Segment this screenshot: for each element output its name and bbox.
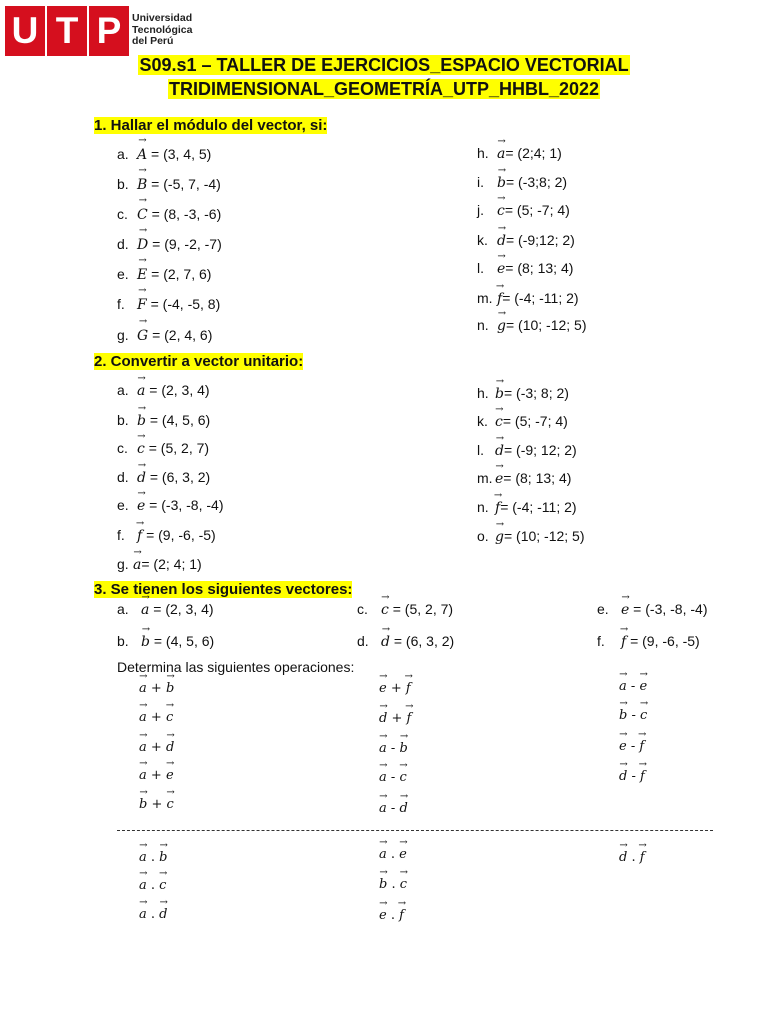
vector-value: = (10; -12; 5) (503, 528, 585, 544)
vector-symbol: → b (399, 741, 407, 756)
vector-symbol: → a (497, 146, 505, 162)
item-label: k. (477, 413, 488, 429)
document-title-line-1: S09.s1 – TALLER DE EJERCICIOS_ESPACIO VECTORIAL (139, 55, 629, 75)
vector-value: = (6, 3, 2) (145, 469, 211, 485)
item-label: m. (477, 290, 493, 306)
vector-symbol: → f (137, 528, 142, 544)
vector-symbol: → b (619, 708, 627, 723)
item-label: l. (477, 260, 484, 276)
vector-symbol: → f (640, 850, 645, 865)
item-label: f. (117, 296, 125, 312)
vector-symbol: → a (139, 907, 147, 922)
vector-symbol: → a (141, 602, 149, 618)
document-title-line-2: TRIDIMENSIONAL_GEOMETRÍA_UTP_HHBL_2022 (168, 79, 600, 99)
vector-symbol: → c (159, 878, 166, 893)
item-label: b. (117, 412, 129, 428)
operation-expression (379, 877, 407, 892)
operation-expression (139, 797, 174, 812)
vector-symbol: → e (497, 261, 505, 277)
vector-symbol: → a (619, 679, 627, 694)
operator: . (627, 850, 640, 865)
vector-value: = (6, 3, 2) (389, 633, 455, 649)
item-label: j. (477, 202, 484, 218)
item-label: e. (117, 266, 129, 282)
vector-item (117, 633, 214, 650)
institution-line: del Perú (132, 35, 174, 47)
vector-symbol: → d (137, 470, 146, 486)
vector-item (477, 260, 573, 277)
vector-value: = (5, 2, 7) (144, 440, 210, 456)
operator: + (387, 711, 407, 726)
operator: . (146, 850, 160, 865)
operation-expression (379, 711, 411, 726)
item-label: d. (117, 236, 129, 252)
vector-item (117, 327, 212, 344)
operations-instruction: Determina las siguientes operaciones: (117, 659, 355, 675)
vector-symbol: → a (137, 383, 145, 399)
vector-symbol: → b (159, 850, 167, 865)
item-label: b. (117, 633, 129, 649)
vector-item (117, 527, 216, 544)
vector-symbol: → g (497, 318, 506, 334)
vector-value: = (9, -6, -5) (142, 527, 216, 543)
item-label: e. (597, 601, 609, 617)
vector-value: = (-4; -11; 2) (500, 499, 577, 515)
item-label: c. (117, 440, 128, 456)
vector-symbol: → f (407, 711, 412, 726)
operator: . (386, 908, 400, 923)
vector-item (477, 317, 587, 334)
item-label: o. (477, 528, 489, 544)
operator: - (627, 708, 640, 723)
vector-symbol: → a (139, 768, 147, 783)
operation-expression (619, 739, 644, 754)
vector-symbol: → d (619, 769, 627, 784)
operation-expression (379, 681, 411, 696)
vector-symbol: → b (379, 877, 387, 892)
vector-symbol: → a (379, 741, 387, 756)
vector-value: = (2, 3, 4) (149, 601, 214, 617)
vector-symbol: → d (497, 233, 506, 249)
operation-expression (379, 908, 404, 923)
vector-item (597, 601, 707, 618)
vector-value: = (-9;12; 2) (505, 232, 575, 248)
vector-item (477, 290, 579, 307)
logo-letter-t: T (47, 6, 87, 56)
operator: + (147, 797, 167, 812)
vector-value: = (4, 5, 6) (145, 412, 211, 428)
utp-logo (5, 6, 193, 56)
institution-name (132, 13, 192, 48)
vector-value: = (4, 5, 6) (149, 633, 215, 649)
logo-letter-p: P (89, 6, 129, 56)
vector-symbol: → e (621, 602, 629, 618)
vector-item (117, 236, 222, 253)
vector-symbol: → C (137, 207, 148, 223)
vector-value: = (8, -3, -6) (147, 206, 222, 222)
vector-symbol: → c (381, 602, 389, 618)
vector-symbol: → e (639, 679, 647, 694)
vector-symbol: → d (619, 850, 627, 865)
vector-item (597, 633, 700, 650)
vector-symbol: → d (159, 907, 167, 922)
vector-symbol: → b (141, 634, 150, 650)
vector-symbol: → g (495, 529, 504, 545)
vector-item (117, 601, 214, 618)
operator: - (627, 769, 640, 784)
vector-item (117, 469, 210, 486)
vector-item (117, 296, 220, 313)
vector-item (477, 528, 585, 545)
vector-item (477, 385, 569, 402)
vector-symbol: → e (619, 739, 627, 754)
operation-expression (139, 740, 174, 755)
vector-symbol: → c (137, 441, 145, 457)
operation-expression (619, 679, 647, 694)
vector-item (477, 145, 562, 162)
vector-item (117, 440, 209, 457)
vector-symbol: → b (137, 413, 146, 429)
vector-value: = (-5, 7, -4) (147, 176, 221, 192)
vector-value: = (-3, -8, -4) (629, 601, 708, 617)
vector-symbol: → f (497, 291, 502, 307)
vector-symbol: → d (495, 443, 504, 459)
vector-value: = (5; -7; 4) (502, 413, 568, 429)
vector-item (477, 499, 577, 516)
institution-line: Tecnológica (132, 23, 193, 36)
vector-symbol: → e (495, 471, 503, 487)
vector-value: = (2;4; 1) (505, 145, 562, 161)
vector-symbol: → e (166, 768, 174, 783)
item-label: c. (357, 601, 368, 617)
item-label: m. (477, 470, 493, 486)
vector-symbol: → c (400, 877, 407, 892)
vector-symbol: → c (495, 414, 503, 430)
vector-symbol: → a (139, 878, 147, 893)
item-label: l. (477, 442, 484, 458)
vector-item (357, 601, 453, 618)
item-label: g. (117, 556, 129, 572)
item-label: e. (117, 497, 129, 513)
vector-value: = (-4, -5, 8) (146, 296, 221, 312)
operator: + (146, 681, 166, 696)
vector-symbol: → c (497, 203, 505, 219)
operation-expression (619, 850, 645, 865)
item-label: n. (477, 499, 489, 515)
vector-symbol: → f (640, 769, 645, 784)
operation-expression (379, 847, 407, 862)
operation-expression (139, 681, 174, 696)
vector-symbol: → c (166, 710, 173, 725)
item-label: h. (477, 385, 489, 401)
vector-symbol: → c (640, 708, 647, 723)
vector-item (477, 413, 568, 430)
section-3-heading: 3. Se tienen los siguientes vectores: (94, 581, 353, 598)
operator: . (387, 877, 400, 892)
operation-expression (139, 710, 173, 725)
section-1-heading: 1. Hallar el módulo del vector, si: (94, 117, 328, 134)
vector-value: = (9, -6, -5) (626, 633, 700, 649)
vector-symbol: → e (379, 681, 387, 696)
vector-value: = (2, 7, 6) (147, 266, 212, 282)
operator: - (626, 739, 640, 754)
vector-symbol: → f (639, 739, 644, 754)
item-label: k. (477, 232, 488, 248)
vector-item (117, 206, 221, 223)
item-label: f. (117, 527, 125, 543)
dashed-divider (117, 830, 713, 831)
vector-item (357, 633, 454, 650)
vector-symbol: → f (399, 908, 404, 923)
vector-value: = (-9; 12; 2) (503, 442, 577, 458)
vector-value: = (-3; 8; 2) (503, 385, 569, 401)
vector-symbol: → G (137, 328, 148, 344)
vector-symbol: → a (379, 847, 387, 862)
vector-symbol: → c (399, 770, 406, 785)
vector-value: = (3, 4, 5) (147, 146, 212, 162)
operator: + (146, 710, 166, 725)
vector-item (117, 266, 211, 283)
vector-item (117, 556, 202, 573)
operation-expression (139, 850, 168, 865)
vector-value: = (5, 2, 7) (388, 601, 454, 617)
vector-value: = (8; 13; 4) (505, 260, 574, 276)
item-label: d. (117, 469, 129, 485)
item-label: d. (357, 633, 369, 649)
item-label: a. (117, 382, 129, 398)
vector-value: = (2, 4, 6) (148, 327, 213, 343)
operator: - (386, 770, 400, 785)
vector-symbol: → f (495, 500, 500, 516)
vector-value: = (5; -7; 4) (504, 202, 570, 218)
vector-value: = (2; 4; 1) (141, 556, 202, 572)
vector-symbol: → E (137, 267, 147, 283)
vector-symbol: → b (166, 681, 174, 696)
vector-symbol: → a (139, 710, 147, 725)
operator: . (386, 847, 400, 862)
vector-symbol: → e (137, 498, 145, 514)
item-label: h. (477, 145, 489, 161)
vector-symbol: → d (166, 740, 174, 755)
logo-letter-u: U (5, 6, 45, 56)
operator: - (386, 801, 400, 816)
item-label: a. (117, 146, 129, 162)
operator: - (386, 741, 400, 756)
operator: . (146, 878, 160, 893)
vector-item (477, 442, 577, 459)
vector-symbol: → a (139, 740, 147, 755)
section-2-heading: 2. Convertir a vector unitario: (94, 353, 304, 370)
vector-symbol: → F (137, 297, 147, 313)
vector-symbol: → f (621, 634, 626, 650)
operator: + (386, 681, 406, 696)
vector-symbol: → c (167, 797, 174, 812)
item-label: i. (477, 174, 484, 190)
vector-symbol: → f (406, 681, 411, 696)
vector-value: = (-3, -8, -4) (145, 497, 224, 513)
item-label: b. (117, 176, 129, 192)
vector-symbol: → a (379, 801, 387, 816)
operation-expression (139, 878, 166, 893)
operation-expression (619, 708, 647, 723)
vector-symbol: → b (139, 797, 147, 812)
operation-expression (379, 770, 407, 785)
vector-value: = (8; 13; 4) (503, 470, 572, 486)
institution-line: Universidad (132, 12, 193, 24)
vector-symbol: → b (495, 386, 504, 402)
operator: . (146, 907, 160, 922)
vector-item (117, 176, 221, 193)
vector-symbol: → B (137, 177, 147, 193)
operation-expression (139, 907, 168, 922)
vector-symbol: → A (137, 147, 147, 163)
vector-symbol: → a (379, 770, 387, 785)
vector-symbol: → b (497, 175, 506, 191)
operation-expression (379, 741, 408, 756)
operator: - (626, 679, 640, 694)
vector-value: = (2, 3, 4) (145, 382, 210, 398)
vector-symbol: → a (139, 850, 147, 865)
item-label: a. (117, 601, 129, 617)
operation-expression (139, 768, 174, 783)
operator: + (146, 740, 166, 755)
vector-symbol: → a (133, 557, 141, 573)
vector-symbol: → e (399, 847, 407, 862)
vector-symbol: → d (379, 711, 387, 726)
operator: + (146, 768, 166, 783)
item-label: f. (597, 633, 605, 649)
item-label: c. (117, 206, 128, 222)
vector-item (117, 412, 210, 429)
vector-symbol: → d (399, 801, 407, 816)
vector-value: = (10; -12; 5) (505, 317, 587, 333)
vector-value: = (-3;8; 2) (505, 174, 568, 190)
vector-item (117, 382, 210, 399)
vector-symbol: → e (379, 908, 387, 923)
vector-item (477, 202, 570, 219)
item-label: n. (477, 317, 489, 333)
vector-item (117, 146, 211, 163)
vector-symbol: → D (137, 237, 148, 253)
vector-symbol: → d (381, 634, 390, 650)
vector-item (477, 174, 567, 191)
vector-item (117, 497, 223, 514)
operation-expression (379, 801, 408, 816)
operation-expression (619, 769, 645, 784)
vector-value: = (9, -2, -7) (148, 236, 222, 252)
vector-item (477, 232, 575, 249)
vector-value: = (-4; -11; 2) (502, 290, 579, 306)
vector-symbol: → a (139, 681, 147, 696)
vector-item (477, 470, 571, 487)
item-label: g. (117, 327, 129, 343)
